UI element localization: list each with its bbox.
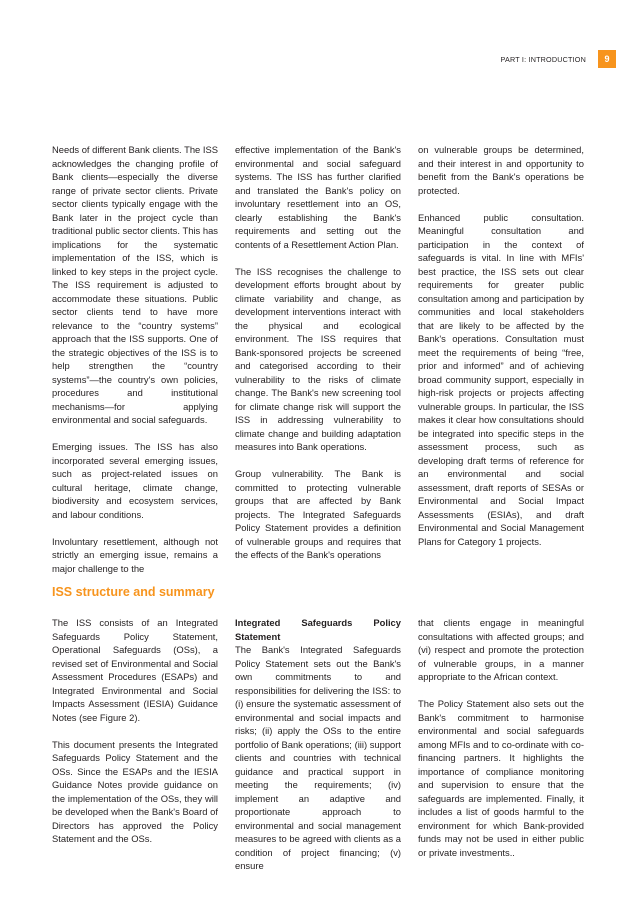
section-column-3 bbox=[418, 616, 584, 859]
paragraph: This document presents the Integrated Safeguards Policy Statement and the OSs. Since the ESAPs and the IESIA Guidance Notes provide guidance on the implementation of the OSs, they will be developed when the Bank's Board of Directors has approved the Policy Statement and the OSs. bbox=[52, 738, 218, 844]
paragraph: The Bank's Integrated Safeguards Policy Statement sets out the Bank's own commitments to and responsibilities for delivering the ISS: to (i) ensure the systematic assessment of environmental and social impacts and risks; (ii) apply the OSs to the entire portfolio of Bank operations; (iii) support clients and countries with technical guidance and practical support in meeting the requirements; (iv) implement an adaptive and proportionate approach to environmental and social management measures to be agreed with clients as a condition of project financing; (v) ensure bbox=[235, 644, 401, 871]
section-column-2 bbox=[235, 616, 401, 873]
paragraph: on vulnerable groups be determined, and their interest in and opportunity to benefit from the Bank's operations be protected. bbox=[418, 144, 584, 196]
paragraph: The ISS recognises the challenge to development efforts brought about by climate variability and change, as development interventions interact with the physical and ecological environment. The ISS requires that Bank-sponsored projects be screened and categorised according to their vulnerability to the risks of climate change. The Bank's new screening tool for climate change risk will support the ISS in addressing vulnerability to climate change and building adaptation measures into Bank operations. bbox=[235, 265, 401, 452]
paragraph: Enhanced public consultation. Meaningful consultation and participation in the context of safeguards is vital. In line with MFIs' best practice, the ISS sets out clear requirements for greater public consultation among and participation by communities and local stakeholders that are likely to be affected by the Bank's operations. Consultation must meet the requirements of being “free, prior and informed” and of achieving broad community support, especially in high-risk projects or projects affecting vulnerable groups. In particular, the ISS makes it clear how consultations should be integrated into specific steps in the assessment process, such as developing draft terms of reference for an environmental and social assessment, draft reports of SESAs or Environmental and Social Impact Assessments (ESIAs), and draft Environmental and Social Management Plans for Category 1 projects. bbox=[418, 211, 584, 547]
top-column-2 bbox=[235, 143, 401, 562]
top-column-3 bbox=[418, 143, 584, 548]
top-column-1 bbox=[52, 143, 218, 575]
paragraph: Needs of different Bank clients. The ISS acknowledges the changing profile of Bank clients—especially the diverse range of private sector clients. Private sector clients typically engage with the Bank later in the project cycle than traditional public sector clients. This has implications for the systematic implementation of the ISS, which is linked to key steps in the project cycle. The ISS requirement is adjusted to accommodate these situations. Public sector clients tend to have more relevance to the “country systems” approach that the ISS supports. One of the strategic objectives of the ISS is to help strengthen the “country systems”—the country's own policies, procedures and institutional mechanisms—for applying environmental and social safeguards. bbox=[52, 144, 218, 425]
paragraph: Involuntary resettlement, although not strictly an emerging issue, remains a major challenge to the bbox=[52, 535, 218, 574]
running-header: PART I: INTRODUCTION bbox=[500, 55, 586, 64]
paragraph: Group vulnerability. The Bank is committed to protecting vulnerable groups that are affected by Bank projects. The Integrated Safeguards Policy Statement provides a definition of vulnerable groups and requires that the effects of the Bank's operations bbox=[235, 468, 401, 560]
section-column-1 bbox=[52, 616, 218, 846]
page-number: 9 bbox=[598, 50, 616, 68]
paragraph: Emerging issues. The ISS has also incorporated several emerging issues, such as project-related issues on cultural heritage, climate change, biodiversity and ecosystem services, and labour conditions. bbox=[52, 441, 218, 520]
subsection-heading: Integrated Safeguards Policy Statement bbox=[235, 617, 401, 642]
paragraph: The Policy Statement also sets out the Bank's commitment to harmonise environmental and social safeguards among MFIs and to co-ordinate with co-financing partners. It highlights the importance of compliance monitoring and supervision to ensure that the safeguards are implemented. Finally, it includes a list of goods harmful to the environment for which Bank-provided funds may not be used in either public or private investments.. bbox=[418, 698, 584, 858]
paragraph: The ISS consists of an Integrated Safeguards Policy Statement, Operational Safeguards (OSs), a revised set of Environmental and Social Assessment Procedures (ESAPs) and Integrated Environmental and Social Impacts Assessment (IESIA) Guidance Notes (see Figure 2). bbox=[52, 617, 218, 723]
paragraph: that clients engage in meaningful consultations with affected groups; and (vi) respect and promote the protection of vulnerable groups, in a manner appropriate to the African context. bbox=[418, 617, 584, 682]
section-title: ISS structure and summary bbox=[52, 585, 215, 599]
paragraph: effective implementation of the Bank's environmental and social safeguard systems. The ISS has further clarified and translated the Bank's policy on involuntary resettlement into an OS, clearly establishing the Bank's requirements and setting out the contents of a Resettlement Action Plan. bbox=[235, 144, 401, 250]
